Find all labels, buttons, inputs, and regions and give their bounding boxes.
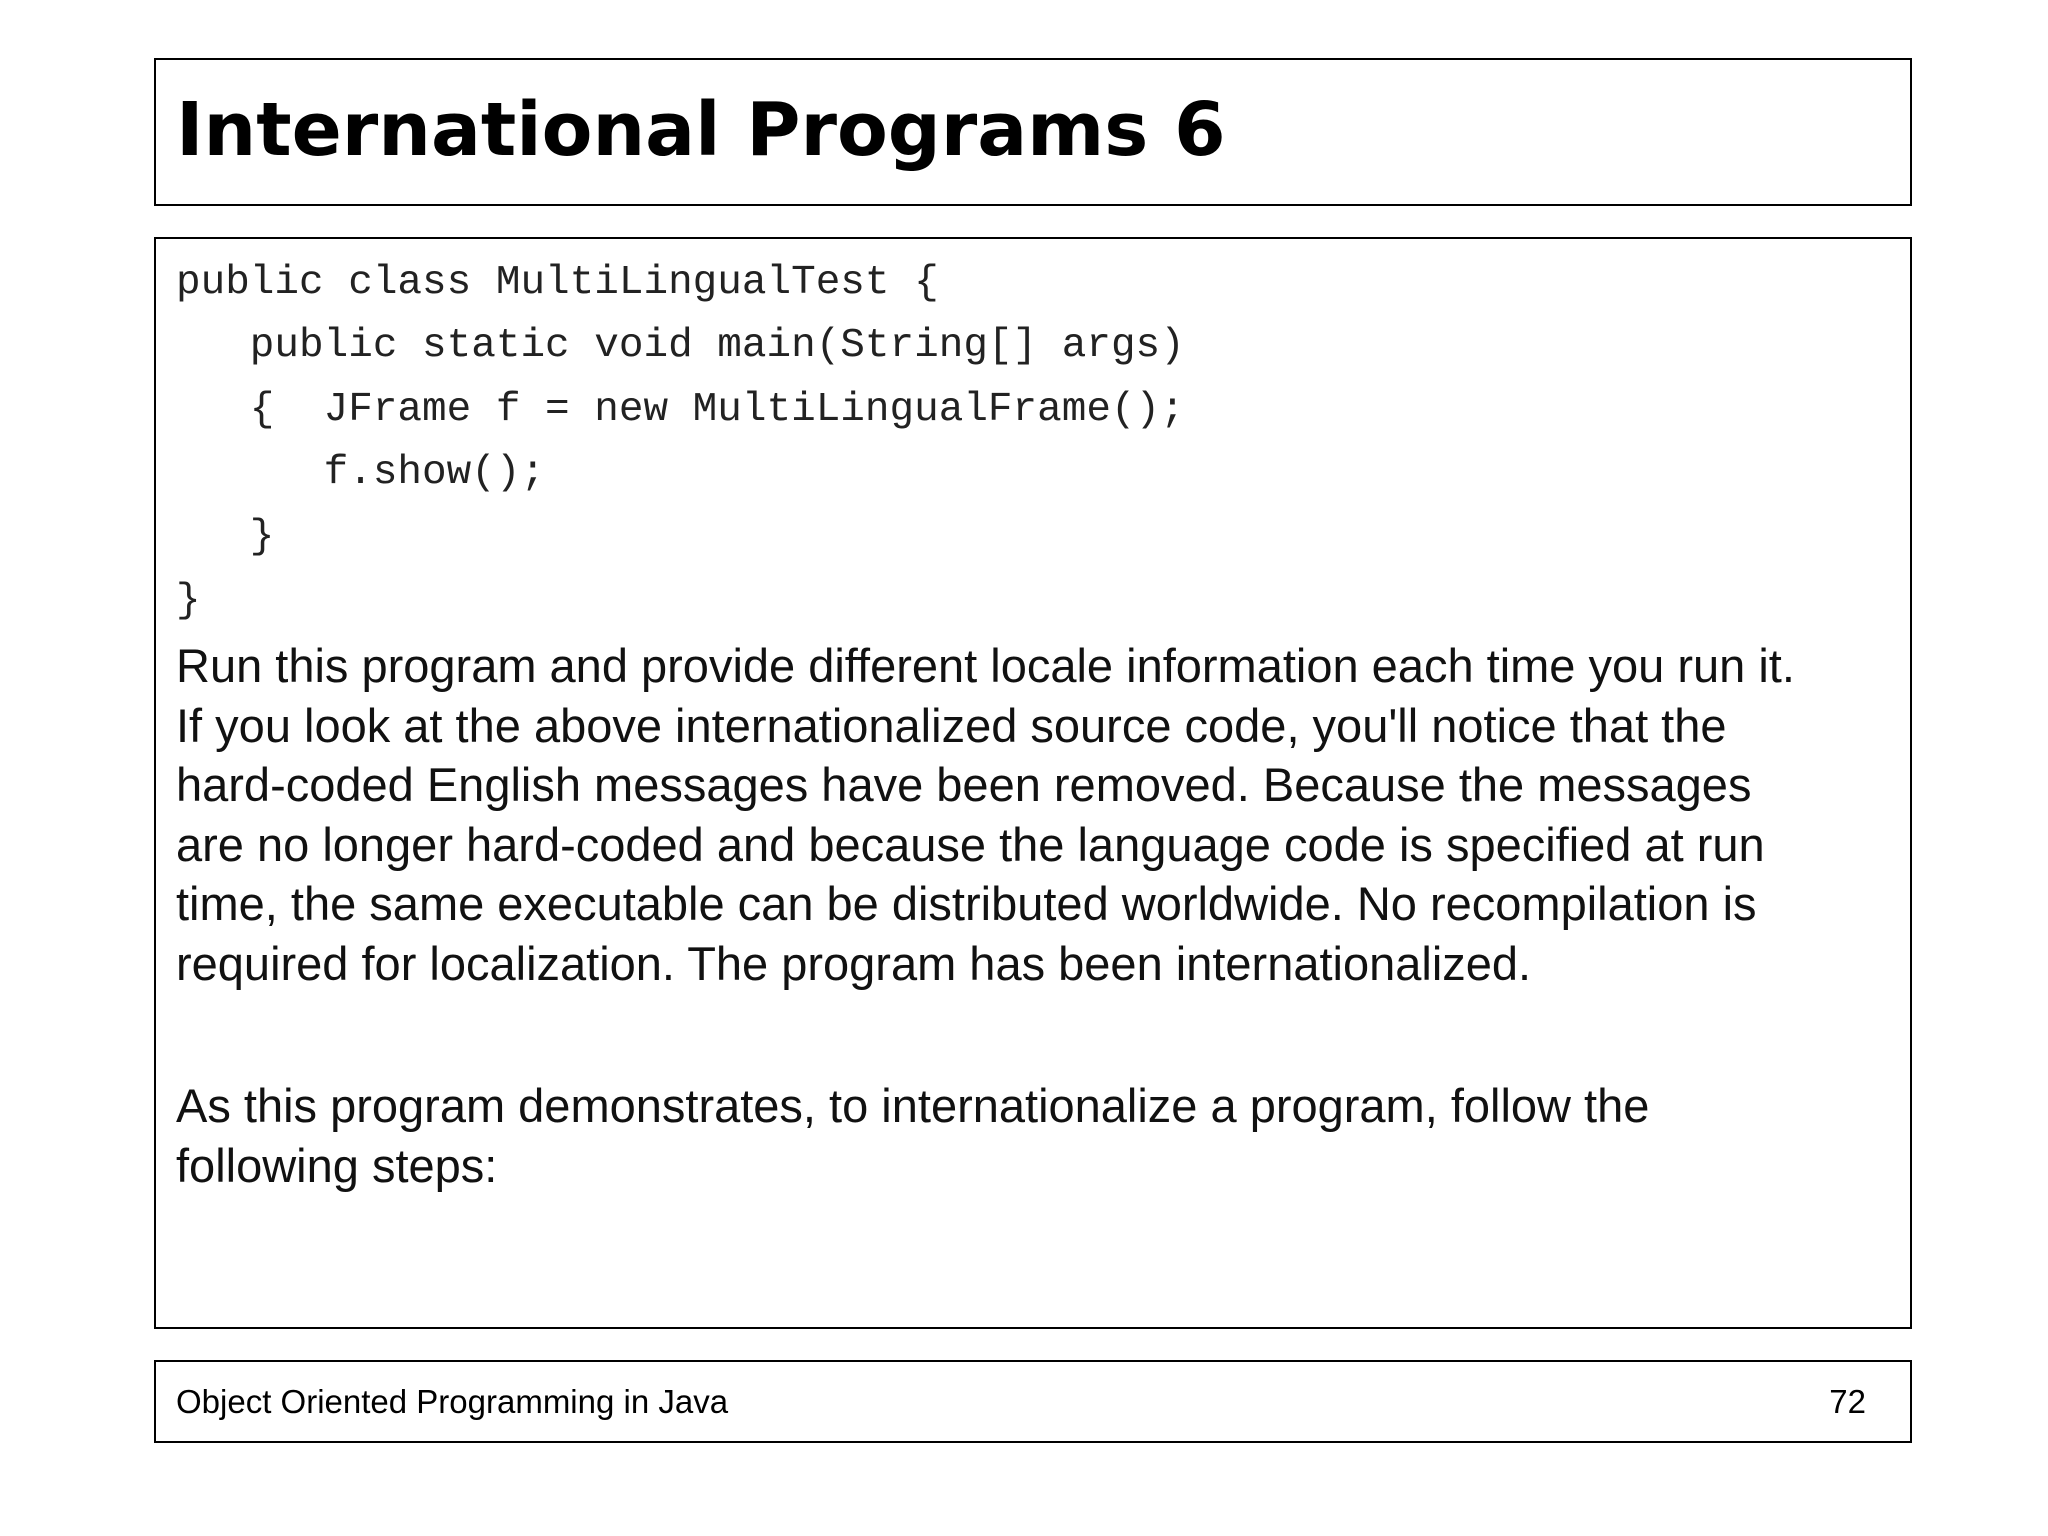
footer-page-number: 72 xyxy=(1829,1383,1866,1420)
slide-title: International Programs 6 xyxy=(176,87,1226,173)
paragraph-line: As this program demonstrates, to internationalize a program, follow the xyxy=(176,1079,1650,1132)
paragraph-explanation xyxy=(176,636,1896,993)
code-line: f.show(); xyxy=(176,450,546,496)
paragraph-steps-intro xyxy=(176,1076,1896,1195)
code-line: } xyxy=(176,514,275,560)
footer-box xyxy=(154,1360,1912,1443)
paragraph-line: are no longer hard-coded and because the language code is specified at run xyxy=(176,817,1765,871)
paragraph-line: following steps: xyxy=(176,1138,498,1192)
code-line: { JFrame f = new MultiLingualFrame(); xyxy=(176,387,1185,433)
content-box xyxy=(154,237,1912,1329)
paragraph-line: If you look at the above internationalized source code, you'll notice that the xyxy=(176,698,1727,752)
paragraph-line: required for localization. The program has been internationalized. xyxy=(176,936,1532,990)
code-line: } xyxy=(176,578,201,624)
paragraph-line: time, the same executable can be distributed worldwide. No recompilation is xyxy=(176,877,1757,930)
title-box xyxy=(154,58,1912,206)
paragraph-line: Run this program and provide different locale information each time you run it. xyxy=(176,639,1795,692)
paragraph-line: hard-coded English messages have been removed. Because the messages xyxy=(176,758,1752,811)
code-line: public static void main(String[] args) xyxy=(176,323,1185,369)
code-line: public class MultiLingualTest { xyxy=(176,260,939,306)
footer-course-title: Object Oriented Programming in Java xyxy=(176,1383,729,1420)
